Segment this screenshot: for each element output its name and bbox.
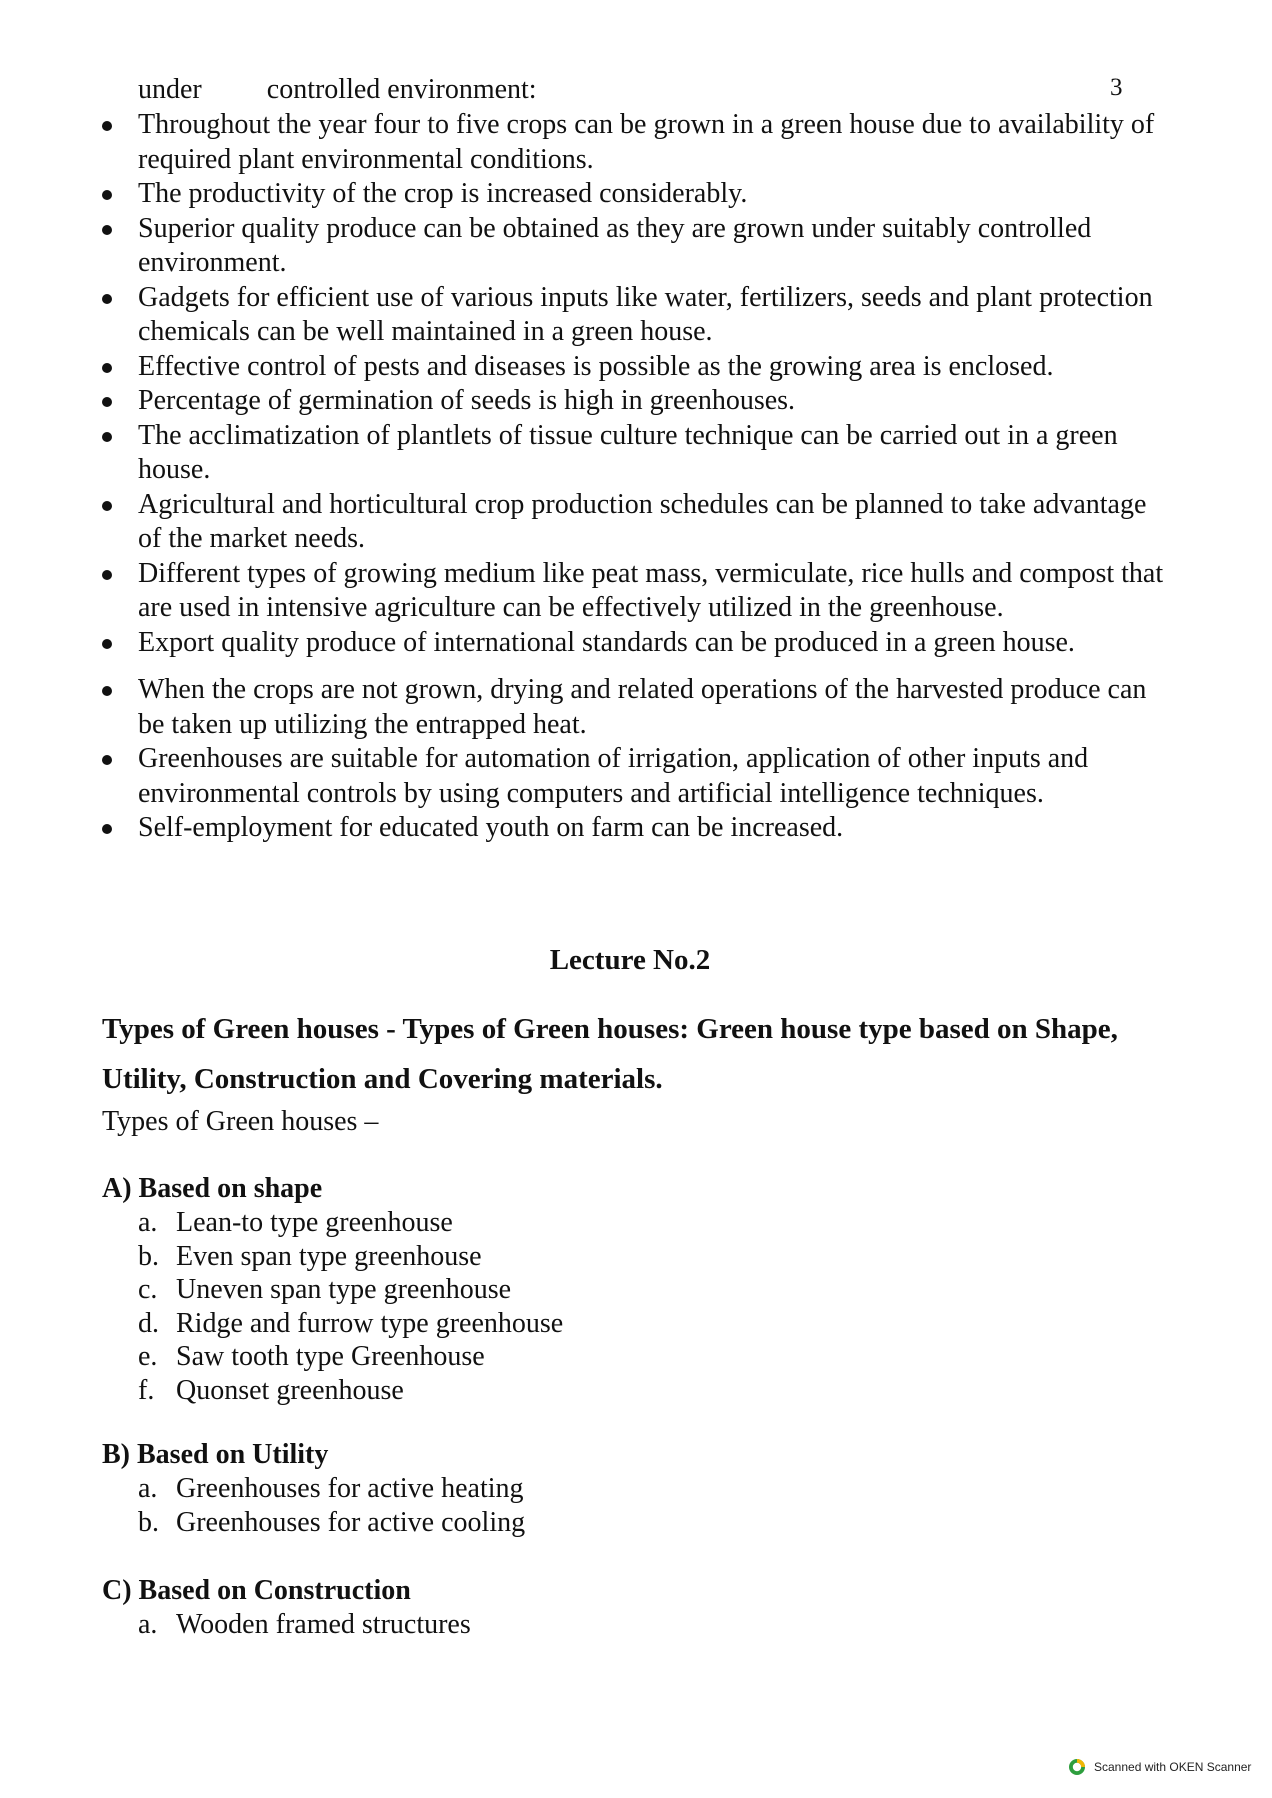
bullet-text: Gadgets for efficient use of various inputs like water, fertilizers, seeds and plant protection chemicals can be well maintained in a green house. (138, 281, 1153, 347)
list-item-text: Uneven span type greenhouse (176, 1274, 512, 1305)
list-item (102, 1472, 1002, 1506)
list-marker: b. (138, 1506, 159, 1538)
bullet-text: Agricultural and horticultural crop production schedules can be planned to take advantage of the market needs. (138, 488, 1147, 554)
bullet-dot-icon (102, 432, 112, 442)
bullet-item (0, 673, 1272, 742)
list-item-text: Greenhouses for active heating (176, 1473, 524, 1504)
bullet-item (0, 384, 1272, 419)
bullet-item (0, 177, 1272, 212)
bullet-item (0, 626, 1272, 661)
bullet-text: Superior quality produce can be obtained as they are grown under suitably controlled environment. (138, 212, 1092, 278)
bullet-dot-icon (102, 121, 112, 131)
bullet-text: Self-employment for educated youth on farm can be increased. (138, 812, 844, 843)
section-list (102, 1472, 1002, 1539)
list-marker: b. (138, 1240, 159, 1272)
bullet-item (0, 742, 1272, 811)
bullet-text: Export quality produce of international standards can be produced in a green house. (138, 626, 1075, 658)
bullet-item (0, 350, 1272, 385)
scanner-watermark (1068, 1758, 1251, 1776)
bullet-dot-icon (102, 363, 112, 373)
lecture-title: Lecture No.2 (549, 944, 711, 976)
bullet-item (0, 281, 1272, 350)
list-item-text: Wooden framed structures (176, 1609, 471, 1640)
types-heading: Types of Green houses - Types of Green houses: Green house type based on Shape, Utility, Construction and Covering materials. (102, 1013, 1118, 1095)
list-item-text: Even span type greenhouse (176, 1240, 482, 1272)
bullet-dot-icon (102, 570, 112, 580)
section-based-on-shape (102, 1172, 1002, 1407)
list-marker: d. (138, 1307, 159, 1339)
lead-line-part1: under (138, 74, 202, 105)
list-item-text: Lean-to type greenhouse (176, 1207, 453, 1238)
list-marker: a. (138, 1207, 158, 1238)
types-intro: Types of Green houses – (102, 1106, 379, 1137)
list-marker: e. (138, 1341, 158, 1372)
list-marker: f. (138, 1374, 155, 1406)
list-item (102, 1206, 1002, 1240)
bullet-dot-icon (102, 501, 112, 511)
list-item-text: Quonset greenhouse (176, 1374, 404, 1406)
list-item (102, 1506, 1002, 1540)
section-based-on-utility (102, 1438, 1002, 1539)
lead-line (138, 74, 537, 106)
list-marker: a. (138, 1473, 158, 1504)
bullet-dot-icon (102, 190, 112, 200)
bullet-text: Different types of growing medium like peat mass, vermiculate, rice hulls and compost that are used in intensive agriculture can be effectively utilized in the greenhouse. (138, 557, 1164, 623)
bullet-item (0, 488, 1272, 557)
bullet-dot-icon (102, 755, 112, 765)
list-item (102, 1340, 1002, 1374)
bullet-dot-icon (102, 225, 112, 235)
bullet-text: When the crops are not grown, drying and related operations of the harvested produce can be taken up utilizing the entrapped heat. (138, 674, 1147, 740)
list-item-text: Saw tooth type Greenhouse (176, 1341, 485, 1372)
list-item-text: Ridge and furrow type greenhouse (176, 1307, 564, 1339)
bullet-item (0, 419, 1272, 488)
list-item (102, 1307, 1002, 1341)
list-marker: c. (138, 1274, 158, 1305)
list-item (102, 1273, 1002, 1307)
list-item (102, 1240, 1002, 1274)
list-marker: a. (138, 1609, 158, 1640)
list-item (102, 1608, 1002, 1642)
bullet-dot-icon (102, 824, 112, 834)
bullet-text: The productivity of the crop is increased considerably. (138, 178, 748, 209)
oken-scanner-logo-icon (1068, 1758, 1086, 1776)
lead-line-part2: controlled environment: (266, 74, 537, 105)
bullet-text: The acclimatization of plantlets of tissue culture technique can be carried out in a green house. (138, 419, 1118, 485)
bullet-item (0, 557, 1272, 626)
bullet-text: Greenhouses are suitable for automation of irrigation, application of other inputs and environmental controls by using computers and artificial intelligence techniques. (138, 743, 1089, 809)
bullet-item (0, 212, 1272, 281)
list-item (102, 1374, 1002, 1408)
bullet-item (0, 108, 1272, 177)
section-list (102, 1206, 1002, 1407)
page-number: 3 (1110, 74, 1123, 101)
section-title: C) Based on Construction (102, 1575, 411, 1606)
section-title: B) Based on Utility (102, 1439, 329, 1470)
list-item-text: Greenhouses for active cooling (176, 1506, 526, 1538)
bullet-dot-icon (102, 294, 112, 304)
bullet-text: Throughout the year four to five crops can be grown in a green house due to availability of required plant environmental conditions. (138, 109, 1155, 175)
bullet-text: Percentage of germination of seeds is high in greenhouses. (138, 385, 796, 416)
bullet-text: Effective control of pests and diseases is possible as the growing area is enclosed. (138, 350, 1054, 382)
advantages-bullet-list (0, 108, 1272, 846)
bullet-dot-icon (102, 397, 112, 407)
scanner-watermark-text: Scanned with OKEN Scanner (1094, 1760, 1252, 1774)
section-list (102, 1608, 1002, 1642)
bullet-item (0, 811, 1272, 846)
section-based-on-construction (102, 1574, 1002, 1642)
bullet-dot-icon (102, 639, 112, 649)
section-title: A) Based on shape (102, 1173, 323, 1204)
bullet-dot-icon (102, 686, 112, 696)
